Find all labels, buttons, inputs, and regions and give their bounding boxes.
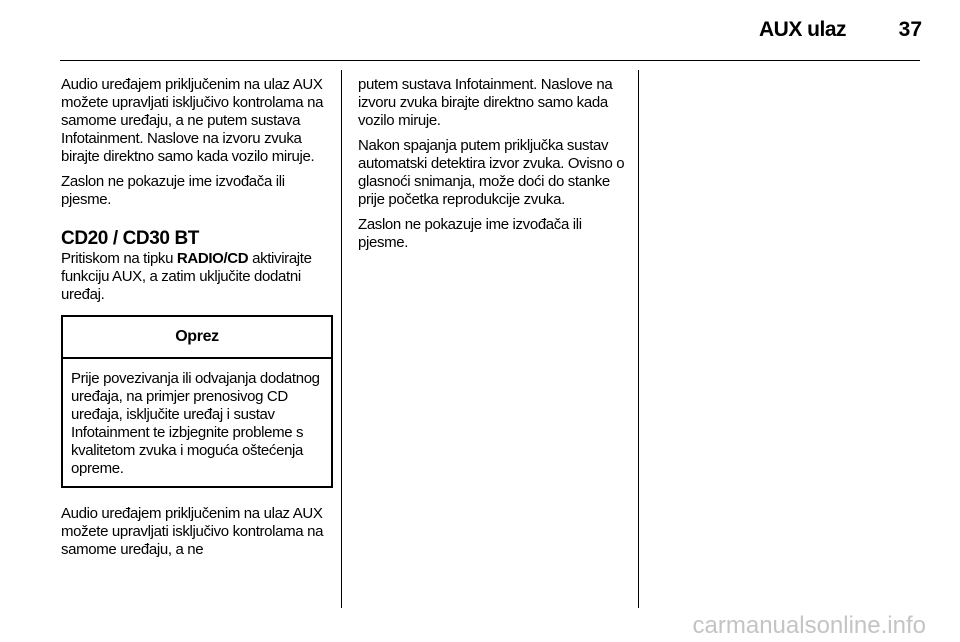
body-text: Pritiskom na tipku — [61, 250, 177, 267]
body-paragraph: Audio uređajem priključenim na ulaz AUX možete upravljati isključivo kontrolama na samome uređaju, a ne — [61, 505, 324, 558]
caution-box — [61, 315, 333, 488]
page-number: 37 — [898, 18, 922, 41]
caution-text: Prije povezivanja ili odvajanja dodatnog uređaja, na primjer prenosivog CD uređaja, isključite uređaj i sustav Infotainment te izbjegnite probleme s kvalitetom zvuka i moguća oštećenja opreme. — [71, 370, 320, 477]
column-divider-right — [638, 70, 639, 608]
page-title: AUX ulaz — [758, 18, 846, 41]
body-paragraph: putem sustava Infotainment. Naslove na izvoru zvuka birajte direktno samo kada vozilo miruje. — [358, 76, 613, 129]
body-paragraph — [61, 250, 333, 304]
body-paragraph: Audio uređajem priključenim na ulaz AUX možete upravljati isključivo kontrolama na samome uređaju, a ne putem sustava Infotainment. Naslove na izvoru zvuka birajte direktno samo kada vozilo miruje. — [61, 76, 324, 165]
body-paragraph: Nakon spajanja putem priključka sustav automatski detektira izvor zvuka. Ovisno o glasnoći snimanja, može doći do stanke prije početka reprodukcije zvuka. — [358, 137, 625, 208]
watermark: carmanualsonline.info — [692, 612, 926, 639]
body-text: aktivirajte funkciju AUX, a zatim uključite dodatni uređaj. — [61, 250, 312, 303]
body-paragraph: Zaslon ne pokazuje ime izvođača ili pjesme. — [61, 173, 285, 208]
button-name-text: RADIO/CD — [176, 250, 249, 267]
caution-title: Oprez — [63, 317, 331, 359]
header-rule — [60, 60, 920, 61]
column-divider-left — [341, 70, 342, 608]
column-right — [358, 76, 630, 259]
section-heading: CD20 / CD30 BT — [61, 228, 199, 249]
body-paragraph: Zaslon ne pokazuje ime izvođača ili pjesme. — [358, 216, 582, 251]
column-left — [61, 76, 333, 566]
